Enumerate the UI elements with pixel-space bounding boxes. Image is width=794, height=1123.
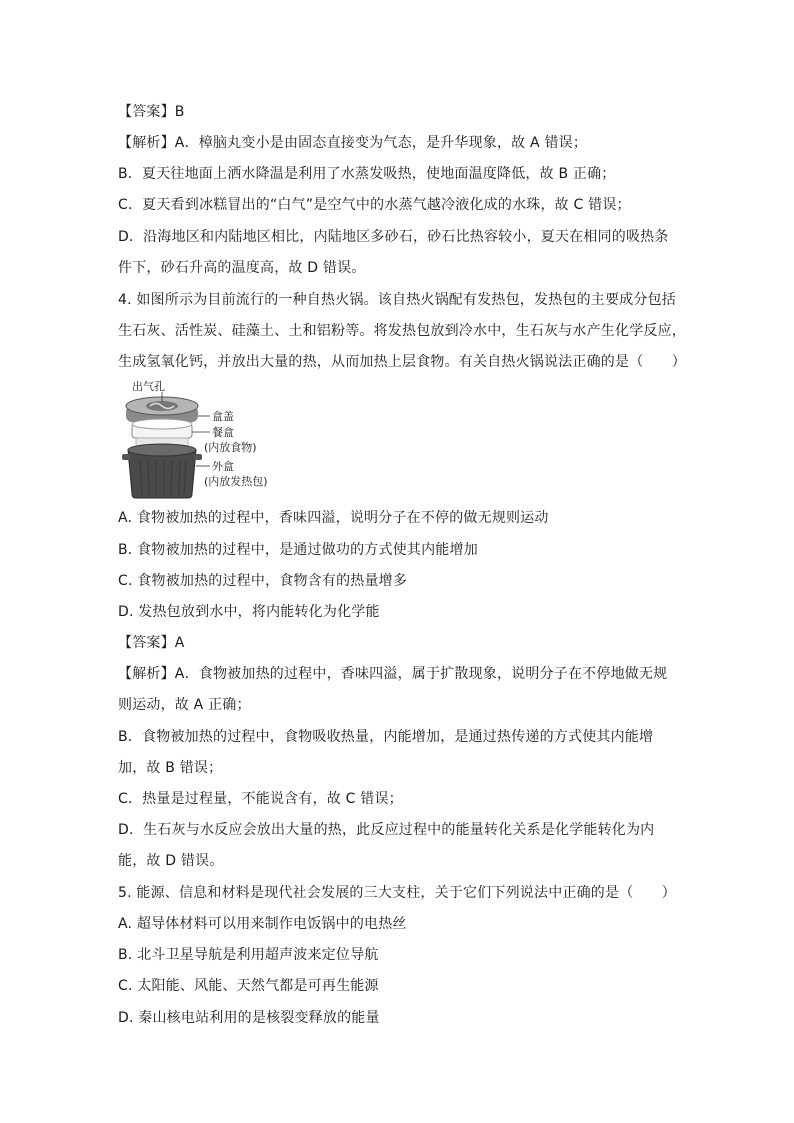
- q4-analysis-line: C．热量是过程量，不能说含有，故 C 错误；: [118, 791, 403, 807]
- q4-option: B. 食物被加热的过程中，是通过做功的方式使其内能增加: [118, 542, 478, 558]
- q4-analysis-line: B．食物被加热的过程中，食物吸收热量，内能增加，是通过热传递的方式使其内能增: [118, 729, 654, 745]
- q5-option: D. 秦山核电站利用的是核裂变释放的能量: [118, 1010, 380, 1026]
- q4-option: D. 发热包放到水中，将内能转化为化学能: [118, 604, 380, 620]
- label-lid: 盒盖: [212, 410, 234, 423]
- q4-stem-line: 4. 如图所示为目前流行的一种自热火锅。该自热火锅配有发热包，发热包的主要成分包括: [118, 292, 677, 308]
- q4-stem-line: 生石灰、活性炭、硅藻土、土和铝粉等。将发热包放到冷水中，生石灰与水产生化学反应，: [118, 323, 686, 339]
- q4-option: C. 食物被加热的过程中，食物含有的热量增多: [118, 573, 408, 589]
- label-food-box: 餐盒: [212, 426, 234, 439]
- q5-option: A. 超导体材料可以用来制作电饭锅中的电热丝: [118, 916, 407, 932]
- q3-analysis-line: B．夏天往地面上洒水降温是利用了水蒸发吸热，使地面温度降低，故 B 正确；: [118, 166, 616, 182]
- hotpot-figure: [118, 380, 288, 500]
- outer-box-shape: [128, 450, 196, 498]
- q3-analysis-line: 【解析】A．樟脑丸变小是由固态直接变为气态，是升华现象，故 A 错误；: [118, 135, 588, 151]
- q4-analysis-line: 【解析】A．食物被加热的过程中，香味四溢，属于扩散现象，说明分子在不停地做无规: [118, 666, 668, 682]
- q5-option: B. 北斗卫星导航是利用超声波来定位导航: [118, 947, 379, 963]
- q4-option: A. 食物被加热的过程中，香味四溢，说明分子在不停的做无规则运动: [118, 510, 549, 526]
- q3-analysis-line: D．沿海地区和内陆地区相比，内陆地区多砂石，砂石比热容较小，夏天在相同的吸热条: [118, 229, 669, 245]
- q5-stem: 5. 能源、信息和材料是现代社会发展的三大支柱，关于它们下列说法中正确的是（ ）: [118, 885, 677, 901]
- q3-analysis-line: 件下，砂石升高的温度高，故 D 错误。: [118, 260, 366, 276]
- q4-analysis-line: 则运动，故 A 正确；: [118, 697, 251, 713]
- q4-analysis-line: D．生石灰与水反应会放出大量的热，此反应过程中的能量转化关系是化学能转化为内: [118, 822, 655, 838]
- label-food-box-note: (内放食物): [204, 441, 257, 454]
- label-outer-box: 外盒: [212, 460, 234, 473]
- label-outer-box-note: (内放发热包): [204, 475, 268, 488]
- q4-analysis-line: 加，故 B 错误；: [118, 760, 223, 776]
- q3-analysis-line: C．夏天看到冰糕冒出的“白气”是空气中的水蒸气越冷液化成的水珠，故 C 错误；: [118, 197, 631, 213]
- q3-answer: 【答案】B: [118, 104, 185, 120]
- label-vent: 出气孔: [132, 380, 165, 393]
- q4-analysis-line: 能，故 D 错误。: [118, 853, 224, 869]
- q4-answer: 【答案】A: [118, 635, 185, 651]
- hotpot-illustration: [118, 380, 213, 500]
- q5-option: C. 太阳能、风能、天然气都是可再生能源: [118, 978, 379, 994]
- q4-stem-line: 生成氢氧化钙，并放出大量的热，从而加热上层食物。有关自热火锅说法正确的是（ ）: [118, 354, 686, 370]
